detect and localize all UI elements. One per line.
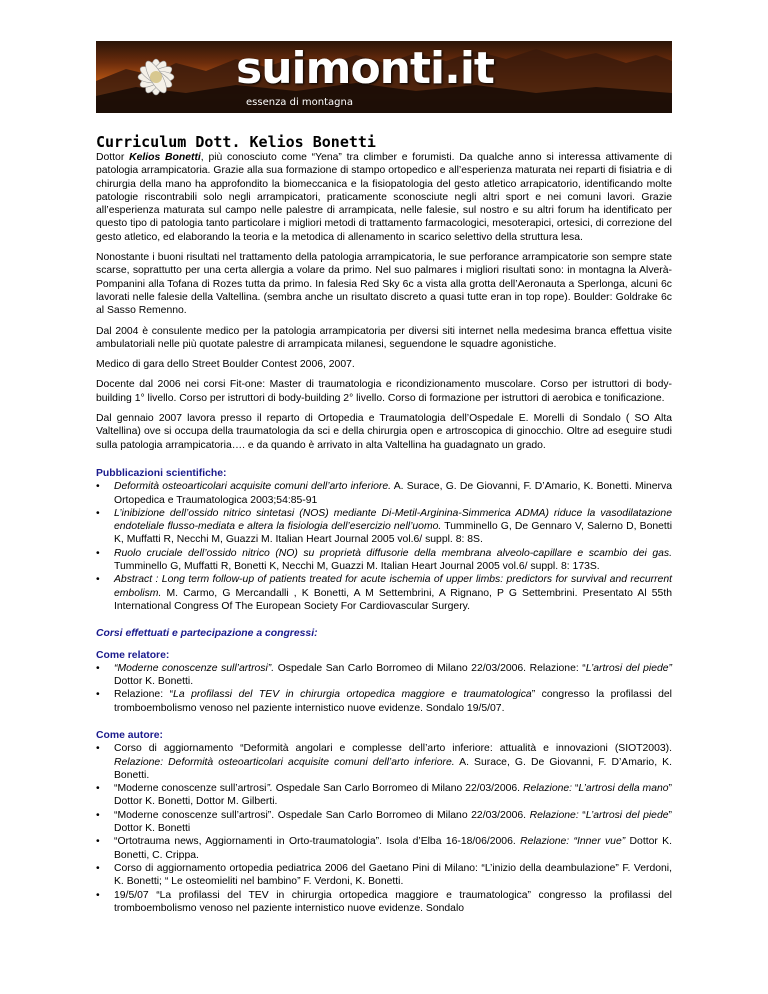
talk-title: L’artrosi della mano (578, 783, 669, 795)
talk-title: L’artrosi del piede” (585, 662, 672, 674)
courses-heading: Corsi effettuati e partecipazione a congressi: (96, 628, 318, 640)
site-tagline: essenza di montagna (246, 97, 353, 108)
course-details: Ospedale San Carlo Borromeo di Milano 22/03/2006. Relazione: “ (274, 662, 586, 674)
speaker-list (96, 662, 672, 715)
author-names: A. Surace, G. De Giovanni, F. D’Amario, K. Bonetti. (114, 756, 672, 781)
course-details: Corso di aggiornamento “Deformità angolari e complesse dell’arto inferiore: attualità e innovazioni (SIOT2003). (114, 743, 672, 755)
intro-prefix: Dottor (96, 152, 130, 163)
author-item (96, 782, 672, 809)
speaker-names: Dottor K. Bonetti. (114, 676, 194, 688)
speaker-item (96, 688, 672, 715)
talk-label: Relazione: (522, 783, 573, 795)
talk-title: L’artrosi del piede (585, 809, 669, 821)
author-list (96, 742, 672, 915)
talk-label: Relazione: (529, 809, 579, 821)
publication-details: M. Carmo, G Mercandalli , K Bonetti, A M Settembrini, A Rignano, P G Settembrini. Presentato Al 55th International Congress Of The European Society For Cardiovascular Surgery. (114, 587, 672, 612)
talk-title: Relazione: Deformità osteoarticolari acquisite comuni dell’arto inferiore. (114, 756, 455, 768)
course-title-end: ”. (266, 783, 273, 795)
publication-item (96, 507, 672, 547)
publication-details: A. Surace, G. De Giovanni, F. D’Amario, K. Bonetti. Minerva Ortopedica e Traumatologica 2003;54:85-91 (114, 481, 672, 506)
climbing-paragraph: Nonostante i buoni risultati nel trattamento della patologia arrampicatoria, le sue perforance arrampicatorie son sempre state scarse, soprattutto per una certa allergia a volare da primo. Nel suo palmares i migliori risultati sono: in montagna la Alverà-Pompanini alla Tofana di Rozes tutta da primo. In falesia Red Sky 6c a vista alla grotta dell’Aeronauta a Sperlonga, alcuni 6c lavorati nelle falesie della Valtellina. (sembra anche un risultato discreto a quasi tutte eran in top rope). Boulder: Goldrake 6c al Sasso Remenno. (96, 252, 672, 317)
course-details: “Ortotrauma news, Aggiornamenti in Orto-traumatologia”. Isola d’Elba 16-18/06/2006. (114, 836, 521, 848)
talk-title: Relazione: “Inner vue” (520, 836, 626, 848)
publication-details: Tumminello G, De Gennaro V, Salerno D, Bonetti K, Muffatti R, Necchi M, Guazzi M. Italian Heart Journal 2005 vol.6/ suppl. 8: 8S. (114, 521, 672, 546)
course-title: “Moderne conoscenze sull’artrosi (114, 783, 267, 795)
document-body (96, 151, 672, 921)
publication-item (96, 573, 672, 613)
talk-label: Relazione: “ (114, 689, 174, 701)
author-item (96, 809, 672, 836)
talk-title: La profilassi del TEV in chirurgia ortopedica maggiore e traumatologica (173, 689, 532, 701)
publication-details: Tumminello G, Muffatti R, Bonetti K, Necchi M, Guazzi M. Italian Heart Journal 2005 vol.6/ suppl. 8: 173S. (114, 561, 600, 573)
author-item (96, 835, 672, 862)
author-names: Dottor K. Bonetti, C. Crippa. (114, 836, 673, 861)
consultant-paragraph: Dal 2004 è consulente medico per la patologia arrampicatoria per diversi siti internet nella medesima branca effettua visite ambulatoriali nelle più quotate palestre di arrampicata milanesi, seguendone le squadre agonistiche. (96, 325, 672, 350)
publications-heading: Pubblicazioni scientifiche: (96, 467, 227, 479)
author-item: • Corso di aggiornamento ortopedia pediatrica 2006 del Gaetano Pini di Milano: “L’inizio della deambulazione” F. Verdoni, K. Bonetti; “ Le osteomieliti nel bambino” F. Verdoni, K. Bonetti. (96, 862, 672, 889)
publications-list (96, 480, 672, 613)
author-item (96, 742, 672, 782)
race-doctor-paragraph: Medico di gara dello Street Boulder Contest 2006, 2007. (96, 359, 355, 371)
intro-text: , più conosciuto come “Yena” tra climber e forumisti. Da qualche anno si interessa attivamente di patologia arrampicatoria. Grazie alla sua formazione di stampo ortopedico e all’esperienza maturata nei reparti di fisiatria e di chirurgia della mano ha approfondito la biomeccanica e la fisiopatologia del gesto atletico arrapicatorio, identificando molte patologie riscontrabili solo negli arrampicatori, praticamente sconosciute negli altri sport e nei comuni lavori. Grazie all’esperienza maturata sul campo nelle palestre di arrampicata, nelle falesie, sul nostro e su altri forum ha identificato per questo tipo di patologia tanto particolare i migliori metodi di trattamento farmacologici, mesoterapici, ortesici, di correzione del gesto atletico, ed elaborando la teoria e la metodica di allenamento in scarico selettivo della struttura lesa. (96, 152, 673, 243)
publication-title: Deformità osteoarticolari acquisite comuni dell’arto inferiore. (114, 481, 392, 493)
course-title: “Moderne conoscenze sull’artrosi”. (114, 662, 275, 674)
intro-paragraph (96, 151, 672, 244)
course-details: “Moderne conoscenze sull’artrosi”. Ospedale San Carlo Borromeo di Milano 22/03/2006. (114, 809, 530, 821)
site-logo[interactable]: suimonti.it (236, 43, 494, 94)
work-paragraph: Dal gennaio 2007 lavora presso il reparto di Ortopedia e Traumatologia dell’Ospedale E. Morelli di Sondalo ( SO Alta Valtellina) ove si occupa della traumatologia da sci e della chirurgia open e artroscopica di ginocchio. Oltre ad eseguire studi sulla patologia arrampicatoria…. e da quando è arrivato in alta Valtellina ha guadagnato un grado. (96, 413, 672, 451)
publication-item (96, 480, 672, 507)
author-names: ” Dottor K. Bonetti, Dottor M. Gilberti. (114, 783, 672, 808)
teaching-paragraph: Docente dal 2006 nei corsi Fit-one: Master di traumatologia e ricondizionamento muscolare. Corso per istruttori di body-building 1° livello. Corso per istruttori di body-building 2° livello. Corso di formazione per istruttori di aerobica e tonificazione. (96, 379, 672, 404)
course-details: Ospedale San Carlo Borromeo di Milano 22/03/2006. (272, 783, 523, 795)
publication-title: Abstract : Long term follow-up of patients treated for acute ischemia of upper limbs: predictors for survival and recurrent embolism. (114, 574, 672, 599)
author-item: • 19/5/07 “La profilassi del TEV in chirurgia ortopedica maggiore e traumatologica” congresso la profilassi del tromboembolismo venoso nel paziente internistico nuove evidenze. Sondalo (96, 889, 672, 916)
quote-open: “ (572, 783, 579, 795)
publication-title: Ruolo cruciale dell’ossido nitrico (NO) su proprietà diffusorie della membrana alveolo-capillare e scambio dei gas. (114, 547, 672, 559)
course-details: ” congresso la profilassi del tromboembolismo venoso nel paziente internistico nuove evidenze. Sondalo 19/5/07. (114, 689, 672, 714)
speaker-heading: Come relatore: (96, 649, 170, 661)
quote-open: “ (578, 809, 586, 821)
author-names: ” Dottor K. Bonetti (114, 809, 672, 835)
author-heading: Come autore: (96, 729, 163, 741)
page-title: Curriculum Dott. Kelios Bonetti (96, 133, 376, 151)
doctor-name: Kelios Bonetti (129, 152, 201, 163)
header-banner (96, 41, 672, 113)
publication-item (96, 547, 672, 574)
speaker-item (96, 662, 672, 689)
publication-title: L’inibizione dell’ossido nitrico sintetasi (NOS) mediante Di-Metil-Arginina-Simmerica ADMA) riduce la vasodilatazione endoteliale flusso-mediata e altera la fisiologia dell’esercizio nell’uomo. (114, 507, 672, 533)
